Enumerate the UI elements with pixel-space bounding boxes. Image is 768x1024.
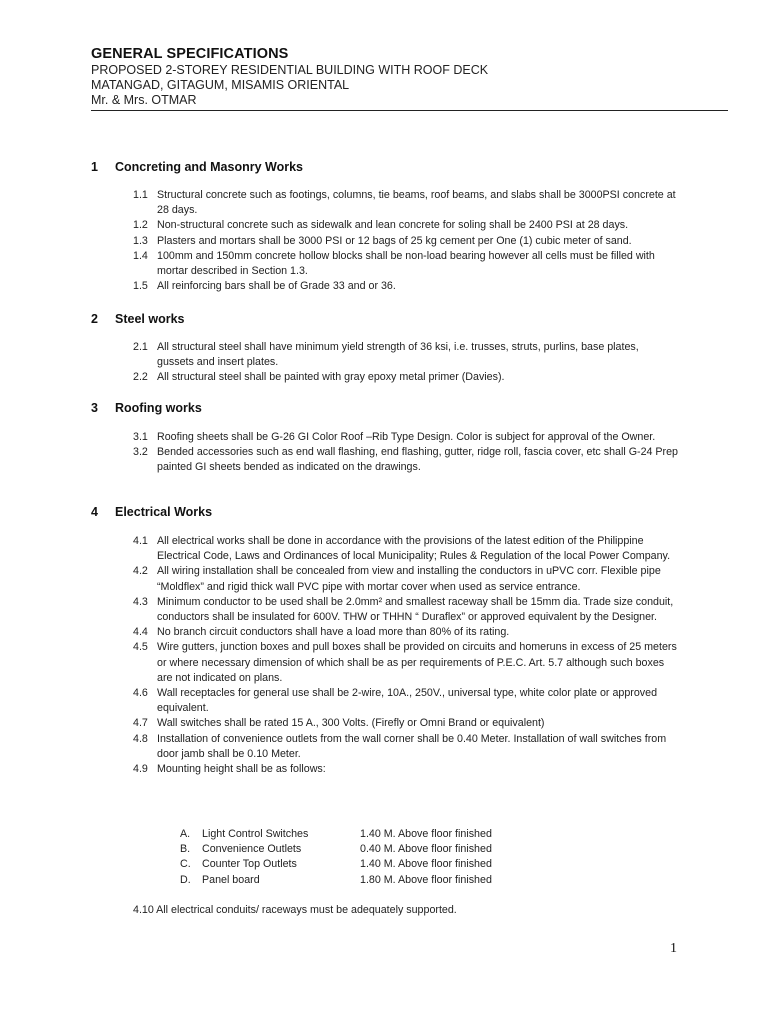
mounting-letter: A.	[180, 828, 191, 840]
item-text: Structural concrete such as footings, columns, tie beams, roof beams, and slabs shall be 3000PSI concrete at 28 days.	[157, 189, 676, 217]
section-number: 2	[91, 312, 98, 326]
section-number: 4	[91, 505, 98, 519]
spec-item	[133, 625, 678, 640]
mounting-row	[180, 857, 492, 872]
spec-item	[133, 595, 678, 625]
mounting-row	[180, 827, 492, 842]
item-number: 4.3	[133, 595, 148, 608]
item-number: 1.3	[133, 234, 148, 247]
item-text: All electrical works shall be done in accordance with the provisions of the latest edition of the Philippine Electrical Code, Laws and Ordinances of local Municipality; Rules & Regulation of the local Power Company.	[157, 535, 671, 563]
item-number: 1.5	[133, 280, 148, 293]
project-owner: Mr. & Mrs. OTMAR	[91, 93, 197, 107]
item-text: Roofing sheets shall be G-26 GI Color Roof –Rib Type Design. Color is subject for approval of the Owner.	[157, 431, 656, 443]
item-text: All wiring installation shall be concealed from view and installing the conductors in uPVC corr. Flexible pipe “Moldflex” and rigid thick wall PVC pipe with mortar cover when used as service entrance.	[157, 565, 661, 593]
item-text: 100mm and 150mm concrete hollow blocks shall be non-load bearing however all cells must be filled with mortar described in Section 1.3.	[157, 249, 655, 278]
mounting-desc: Convenience Outlets	[202, 843, 302, 856]
section-heading	[91, 312, 184, 326]
document-header	[91, 46, 728, 111]
mounting-desc: Light Control Switches	[202, 828, 309, 840]
spec-item	[133, 188, 678, 218]
section-heading	[91, 160, 303, 174]
item-number: 4.9	[133, 763, 148, 776]
section-title: Steel works	[115, 312, 185, 326]
mounting-desc: Counter Top Outlets	[202, 858, 297, 871]
spec-item	[133, 564, 678, 594]
mounting-desc: Panel board	[202, 873, 260, 886]
spec-item	[133, 340, 678, 370]
item-number: 1.4	[133, 249, 148, 262]
section-heading	[91, 505, 212, 519]
item-number: 4.4	[133, 626, 148, 639]
spec-item	[133, 445, 678, 475]
item-number: 4.2	[133, 565, 148, 578]
item-text: Bended accessories such as end wall flashing, end flashing, gutter, ridge roll, fascia cover, etc shall G-24 Prep painted GI sheets bended as indicated on the drawings.	[157, 446, 679, 474]
mounting-row	[180, 842, 492, 857]
item-number: 1.2	[133, 219, 148, 232]
section-items	[133, 340, 678, 386]
spec-item	[133, 430, 678, 445]
item-text: Wall receptacles for general use shall be 2-wire, 10A., 250V., universal type, white color plate or approved equivalent.	[157, 687, 658, 715]
mounting-value: 0.40 M. Above floor finished	[360, 843, 492, 856]
item-number: 4.6	[133, 687, 148, 700]
section-heading	[91, 401, 202, 415]
item-text: Plasters and mortars shall be 3000 PSI or 12 bags of 25 kg cement per One (1) cubic meter of sand.	[157, 234, 632, 247]
section-number: 3	[91, 401, 98, 415]
mounting-letter: B.	[180, 843, 191, 856]
item-text: All structural steel shall have minimum yield strength of 36 ksi, i.e. trusses, struts, purlins, base plates, gussets and insert plates.	[157, 341, 639, 369]
item-text: Wall switches shall be rated 15 A., 300 Volts. (Firefly or Omni Brand or equivalent)	[157, 717, 545, 730]
mounting-letter: C.	[180, 858, 191, 871]
mounting-letter: D.	[180, 873, 191, 886]
section-items	[133, 188, 678, 294]
item-text: No branch circuit conductors shall have a load more than 80% of its rating.	[157, 626, 510, 639]
mounting-value: 1.40 M. Above floor finished	[360, 828, 492, 840]
section-items	[133, 534, 678, 777]
spec-item	[133, 234, 678, 249]
document-title: GENERAL SPECIFICATIONS	[91, 46, 289, 62]
item-number: 2.1	[133, 341, 148, 353]
project-location: MATANGAD, GITAGUM, MISAMIS ORIENTAL	[91, 78, 350, 92]
spec-item-4-10: 4.10 All electrical conduits/ raceways must be adequately supported.	[133, 904, 457, 916]
project-name: PROPOSED 2-STOREY RESIDENTIAL BUILDING WITH ROOF DECK	[91, 63, 489, 77]
item-number: 4.7	[133, 717, 148, 730]
spec-item	[133, 640, 678, 686]
item-text: Wire gutters, junction boxes and pull boxes shall be provided on circuits and homeruns in excess of 25 meters or where necessary dimension of which shall be as per requirements of P.E.C. Art. 5.7 although such boxes are not indicated on plans.	[157, 641, 677, 684]
spec-item	[133, 762, 678, 777]
spec-item	[133, 279, 678, 294]
item-number: 1.1	[133, 189, 148, 201]
section-title: Electrical Works	[115, 505, 213, 519]
item-text: Installation of convenience outlets from the wall corner shall be 0.40 Meter. Installation of wall switches from door jamb shall be 0.10 Meter.	[157, 732, 667, 760]
item-number: 4.1	[133, 535, 148, 547]
spec-item	[133, 218, 678, 233]
item-text: Minimum conductor to be used shall be 2.0mm² and smallest raceway shall be 15mm dia. Trade size conduit, conductors shall be insulated for 600V. THW or THHN “ Duraflex” or approved equivalent by the Designer.	[157, 595, 674, 624]
mounting-value: 1.40 M. Above floor finished	[360, 858, 492, 871]
item-number: 4.8	[133, 732, 148, 745]
spec-item	[133, 534, 678, 564]
page-number: 1	[670, 941, 677, 956]
spec-item	[133, 249, 678, 279]
item-number: 3.2	[133, 446, 148, 459]
section-title: Roofing works	[115, 401, 202, 415]
spec-item	[133, 370, 678, 385]
spec-item	[133, 732, 678, 762]
item-number: 3.1	[133, 431, 148, 443]
mounting-row	[180, 873, 492, 888]
spec-item	[133, 686, 678, 716]
mounting-height-table	[180, 827, 492, 888]
item-text: All structural steel shall be painted with gray epoxy metal primer (Davies).	[157, 371, 505, 384]
mounting-value: 1.80 M. Above floor finished	[360, 873, 492, 886]
section-number: 1	[91, 160, 98, 174]
item-number: 2.2	[133, 371, 148, 384]
spec-item	[133, 716, 678, 731]
item-text: Non-structural concrete such as sidewalk and lean concrete for soling shall be 2400 PSI at 28 days.	[157, 219, 629, 232]
item-text: All reinforcing bars shall be of Grade 33 and or 36.	[157, 280, 396, 293]
item-text: Mounting height shall be as follows:	[157, 763, 326, 776]
section-items	[133, 430, 678, 476]
section-title: Concreting and Masonry Works	[115, 160, 303, 174]
item-number: 4.5	[133, 641, 148, 654]
